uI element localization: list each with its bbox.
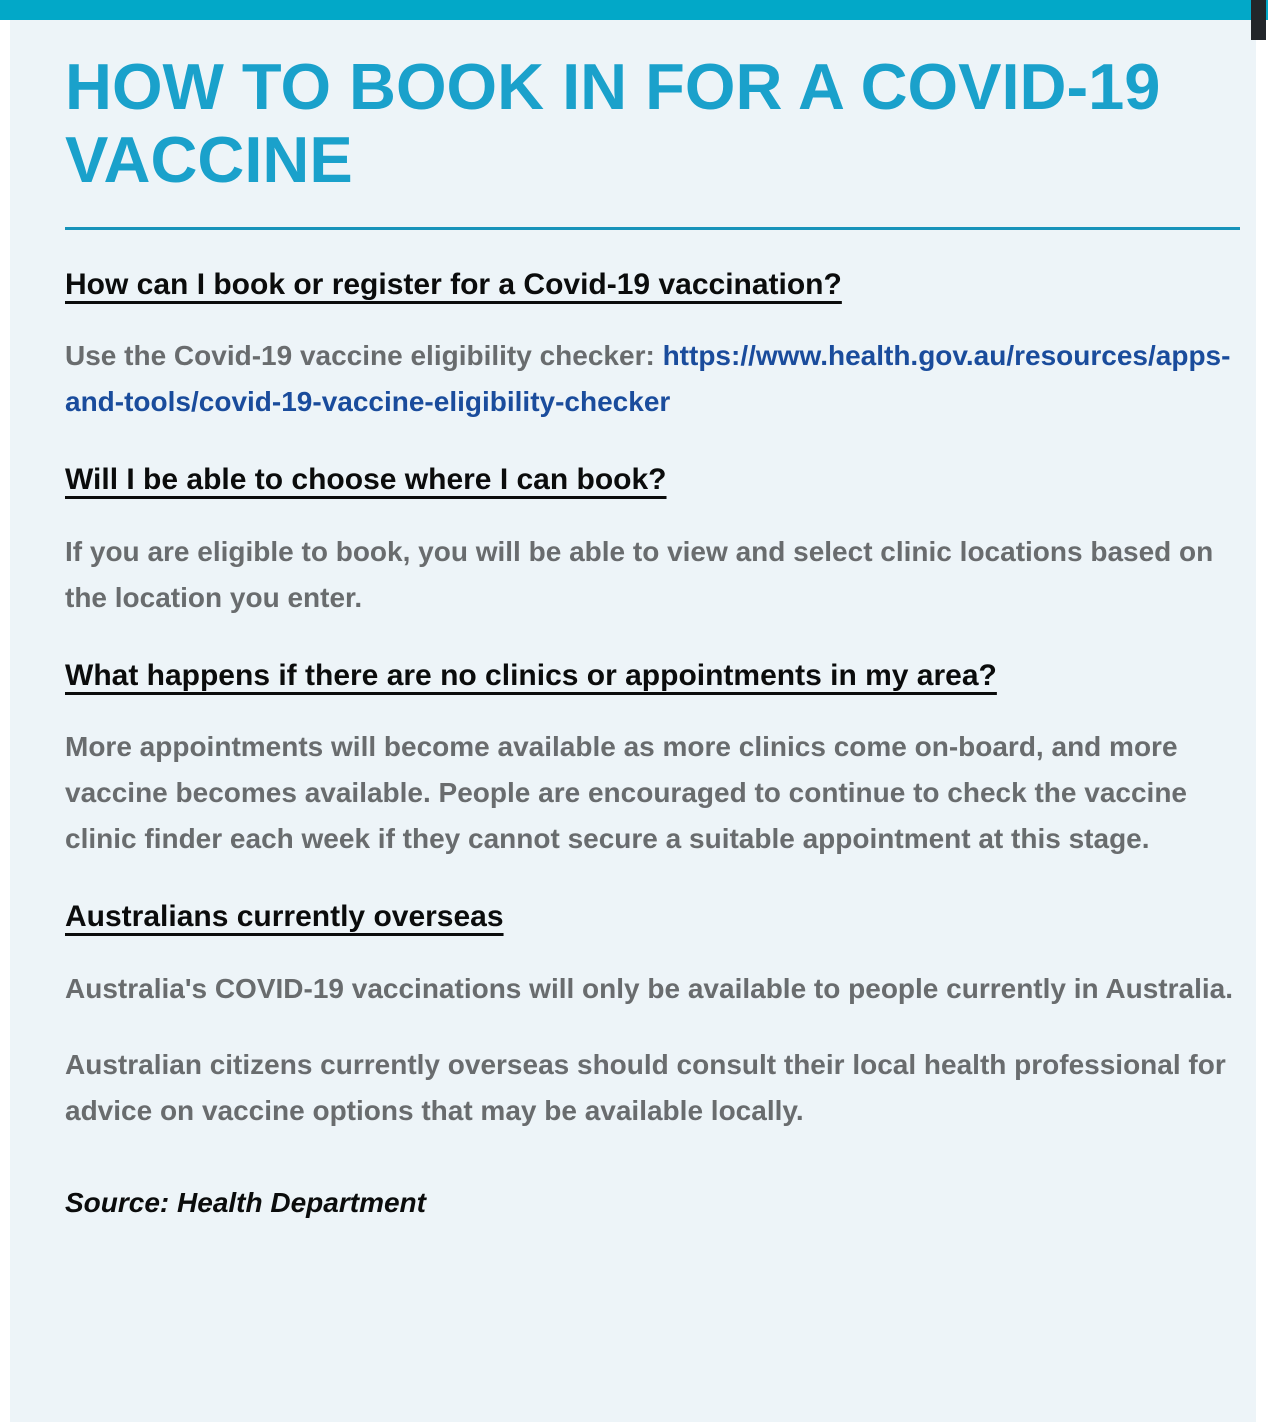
page-title: HOW TO BOOK IN FOR A COVID-19 VACCINE [65, 50, 1161, 197]
paragraph-no-clinics: More appointments will become available as more clinics come on-board, and more vaccine becomes available. People are encouraged to continue to check the vaccine clinic finder each week if they cannot secure a suitable appointment at this stage. [65, 731, 1187, 855]
source-line: Source: Health Department [65, 1186, 426, 1218]
section-heading-overseas: Australians currently overseas [65, 900, 504, 934]
top-accent-bar [0, 0, 1268, 20]
section-heading-booking: How can I book or register for a Covid-19 vaccination? [65, 267, 842, 301]
section-heading-choose: Will I be able to choose where I can book? [65, 463, 667, 497]
title-divider [65, 227, 1240, 230]
scrollbar-thumb[interactable] [1251, 0, 1266, 40]
paragraph-booking [65, 333, 1240, 425]
paragraph-booking-text: Use the Covid-19 vaccine eligibility checker: [65, 340, 663, 372]
paragraph-choose: If you are eligible to book, you will be able to view and select clinic locations based on the location you enter. [65, 535, 1214, 613]
eligibility-checker-link[interactable]: https://www.health.gov.au/resources/apps-and-tools/covid-19-vaccine-eligibility-checker [65, 340, 1231, 418]
article [10, 20, 1256, 1422]
paragraph-overseas-2: Australian citizens currently overseas should consult their local health professional for advice on vaccine options that may be available locally. [65, 1048, 1226, 1126]
section-heading-no-clinics: What happens if there are no clinics or appointments in my area? [65, 658, 997, 692]
paragraph-overseas-1: Australia's COVID-19 vaccinations will only be available to people currently in Australia. [65, 972, 1233, 1004]
